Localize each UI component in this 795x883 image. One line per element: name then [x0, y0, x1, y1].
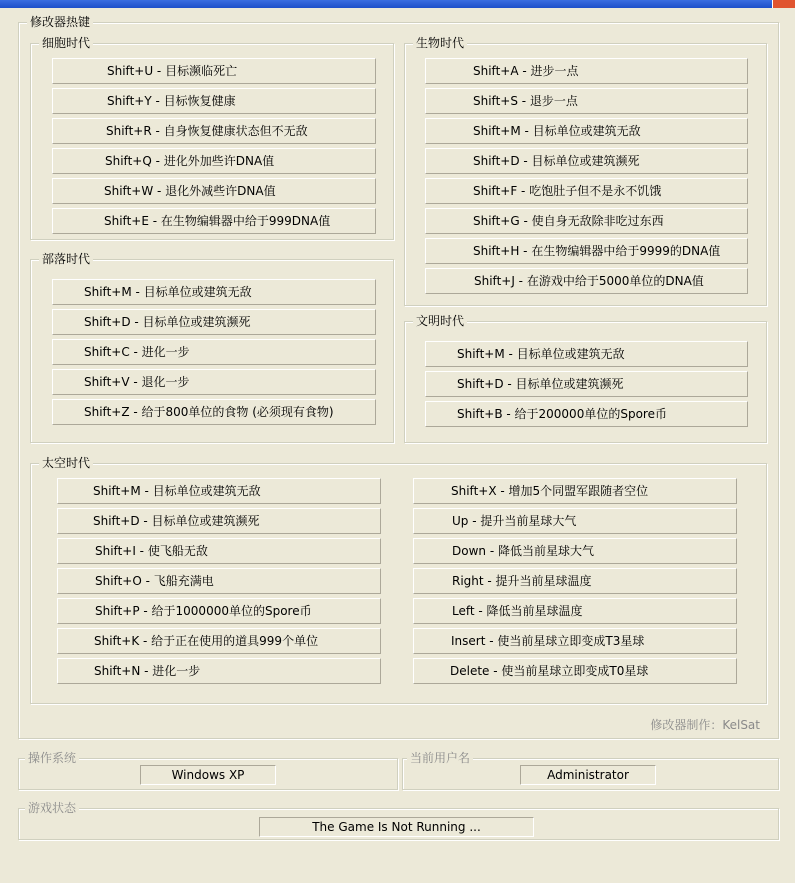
author-credit: 修改器制作：KelSat	[650, 718, 760, 732]
hotkey-shift-s[interactable]: Shift+S - 退步一点	[425, 88, 748, 114]
os-label: 操作系统	[25, 751, 79, 766]
hotkeys-group-title: 修改器热键	[27, 15, 93, 30]
hotkey-shift-q[interactable]: Shift+Q - 进化外加些许DNA值	[52, 148, 376, 174]
hotkey-shift-p[interactable]: Shift+P - 给于1000000单位的Spore币	[57, 598, 381, 624]
creature-stage-title: 生物时代	[413, 36, 467, 51]
hotkey-shift-z[interactable]: Shift+Z - 给于800单位的食物 (必须现有食物)	[52, 399, 376, 425]
hotkey-shift-w[interactable]: Shift+W - 退化外减些许DNA值	[52, 178, 376, 204]
close-button[interactable]	[772, 0, 795, 8]
hotkey-shift-m-space[interactable]: Shift+M - 目标单位或建筑无敌	[57, 478, 381, 504]
hotkey-shift-d-civ[interactable]: Shift+D - 目标单位或建筑濒死	[425, 371, 748, 397]
hotkey-shift-j[interactable]: Shift+J - 在游戏中给于5000单位的DNA值	[425, 268, 748, 294]
tribal-stage-title: 部落时代	[39, 252, 93, 267]
hotkey-up[interactable]: Up - 提升当前星球大气	[413, 508, 737, 534]
hotkey-shift-e[interactable]: Shift+E - 在生物编辑器中给于999DNA值	[52, 208, 376, 234]
hotkey-shift-b[interactable]: Shift+B - 给于200000单位的Spore币	[425, 401, 748, 427]
hotkey-shift-v[interactable]: Shift+V - 退化一步	[52, 369, 376, 395]
hotkey-left[interactable]: Left - 降低当前星球温度	[413, 598, 737, 624]
hotkey-shift-m-tribal[interactable]: Shift+M - 目标单位或建筑无敌	[52, 279, 376, 305]
hotkey-down[interactable]: Down - 降低当前星球大气	[413, 538, 737, 564]
hotkey-shift-d-creature[interactable]: Shift+D - 目标单位或建筑濒死	[425, 148, 748, 174]
user-label: 当前用户名	[407, 751, 473, 766]
hotkey-shift-h[interactable]: Shift+H - 在生物编辑器中给于9999的DNA值	[425, 238, 748, 264]
hotkey-shift-k[interactable]: Shift+K - 给于正在使用的道具999个单位	[57, 628, 381, 654]
hotkey-shift-g[interactable]: Shift+G - 使自身无敌除非吃过东西	[425, 208, 748, 234]
hotkey-shift-a[interactable]: Shift+A - 进步一点	[425, 58, 748, 84]
hotkey-shift-i[interactable]: Shift+I - 使飞船无敌	[57, 538, 381, 564]
hotkey-shift-d-tribal[interactable]: Shift+D - 目标单位或建筑濒死	[52, 309, 376, 335]
hotkey-shift-m-civ[interactable]: Shift+M - 目标单位或建筑无敌	[425, 341, 748, 367]
space-stage-title: 太空时代	[39, 456, 93, 471]
hotkey-shift-y[interactable]: Shift+Y - 目标恢复健康	[52, 88, 376, 114]
hotkey-shift-u[interactable]: Shift+U - 目标濒临死亡	[52, 58, 376, 84]
hotkey-shift-o[interactable]: Shift+O - 飞船充满电	[57, 568, 381, 594]
hotkey-insert[interactable]: Insert - 使当前星球立即变成T3星球	[413, 628, 737, 654]
hotkey-shift-n[interactable]: Shift+N - 进化一步	[57, 658, 381, 684]
hotkey-shift-x[interactable]: Shift+X - 增加5个同盟军跟随者空位	[413, 478, 737, 504]
window-titlebar	[0, 0, 795, 8]
user-value: Administrator	[520, 765, 656, 785]
game-status-value: The Game Is Not Running ...	[259, 817, 534, 837]
hotkey-shift-d-space[interactable]: Shift+D - 目标单位或建筑濒死	[57, 508, 381, 534]
hotkey-delete[interactable]: Delete - 使当前星球立即变成T0星球	[413, 658, 737, 684]
cell-stage-title: 细胞时代	[39, 36, 93, 51]
hotkey-shift-c[interactable]: Shift+C - 进化一步	[52, 339, 376, 365]
game-status-label: 游戏状态	[25, 801, 79, 816]
os-value: Windows XP	[140, 765, 276, 785]
hotkey-right[interactable]: Right - 提升当前星球温度	[413, 568, 737, 594]
hotkey-shift-m-creature[interactable]: Shift+M - 目标单位或建筑无敌	[425, 118, 748, 144]
hotkey-shift-f[interactable]: Shift+F - 吃饱肚子但不是永不饥饿	[425, 178, 748, 204]
hotkey-shift-r[interactable]: Shift+R - 自身恢复健康状态但不无敌	[52, 118, 376, 144]
civilization-stage-title: 文明时代	[413, 314, 467, 329]
